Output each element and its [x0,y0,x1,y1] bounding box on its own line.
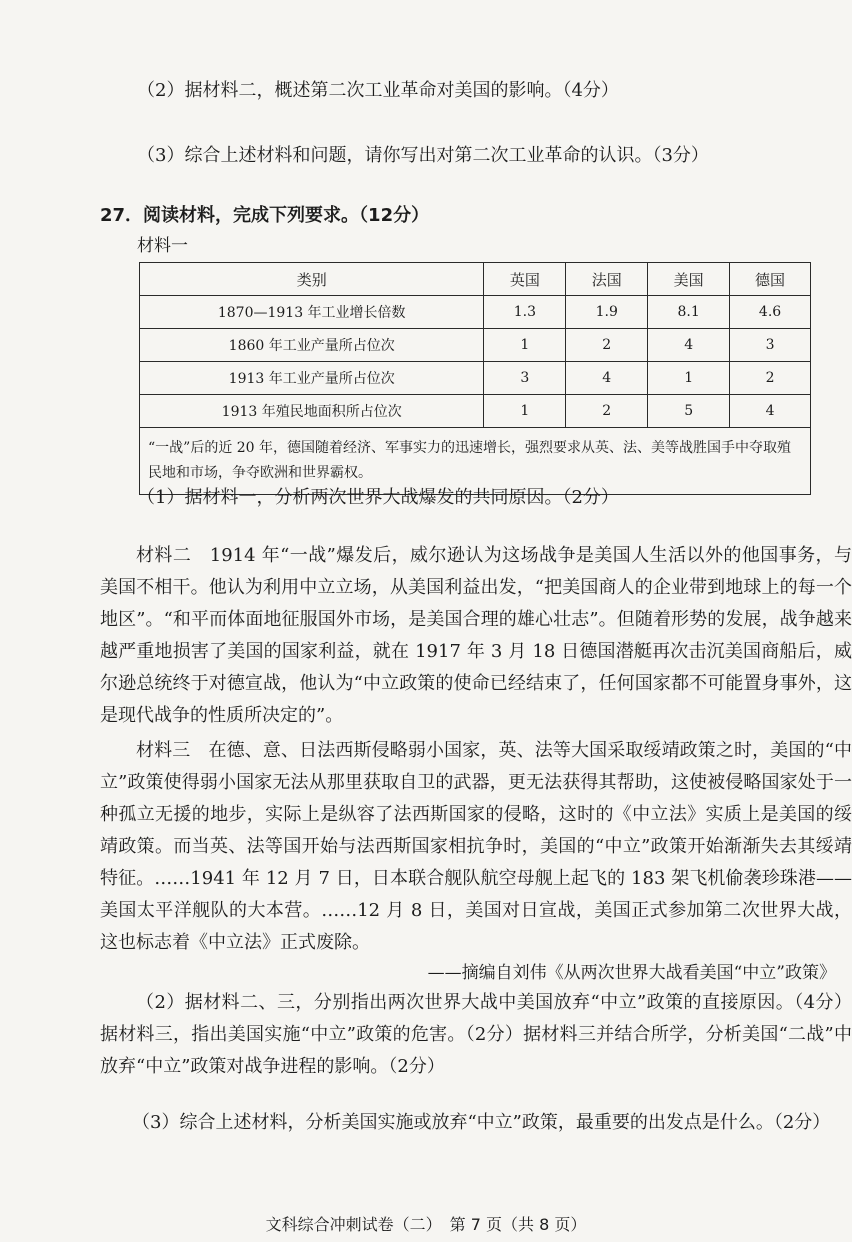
table-header: 英国 [484,263,566,296]
table-cell: 1 [648,362,730,395]
table-cell: 1913 年工业产量所占位次 [140,362,484,395]
table-cell: 1860 年工业产量所占位次 [140,329,484,362]
table-cell: 1913 年殖民地面积所占位次 [140,395,484,428]
table-note-row [140,428,811,495]
table-row [140,362,811,395]
table-cell: 1 [484,329,566,362]
material3-paragraph [100,735,852,959]
sub-question-2: （2）据材料二、三，分别指出两次世界大战中美国放弃“中立”政策的直接原因。（4分）据材料三，指出美国实施“中立”政策的危害。（2分）据材料三并结合所学，分析美国“二战”中放弃“中立”政策对战争进程的影响。（2分） [100,992,852,1077]
sub-question-2-block [100,987,852,1083]
question-27-title: 27．阅读材料，完成下列要求。（12分） [100,205,430,226]
material2-paragraph [100,540,852,732]
table-cell: 2 [566,329,648,362]
table-header: 类别 [140,263,484,296]
table-row [140,296,811,329]
material1-table [139,262,811,495]
table-cell: 2 [566,395,648,428]
table-cell: 5 [648,395,730,428]
material2-text: 材料二 1914 年“一战”爆发后，威尔逊认为这场战争是美国人生活以外的他国事务，与美国不相干。他认为利用中立立场，从美国利益出发，“把美国商人的企业带到地球上的每一个地区”。“和平而体面地征服国外市场，是美国合理的雄心壮志”。但随着形势的发展，战争越来越严重地损害了美国的国家利益，就在 1917 年 3 月 18 日德国潜艇再次击沉美国商船后，威尔逊总统终于对德宣战，他认为“中立政策的使命已经结束了，任何国家都不可能置身事外，这是现代战争的性质所决定的”。 [100,545,852,726]
question-prev-2: （2）据材料二，概述第二次工业革命对美国的影响。（4分） [137,80,619,101]
table-cell: 3 [484,362,566,395]
sub-question-3: （3）综合上述材料，分析美国实施或放弃“中立”政策，最重要的出发点是什么。（2分） [132,1112,831,1133]
table-header-row [140,263,811,296]
material3-text: 材料三 在德、意、日法西斯侵略弱小国家，英、法等大国采取绥靖政策之时，美国的“中立”政策使得弱小国家无法从那里获取自卫的武器，更无法获得其帮助，这使被侵略国家处于一种孤立无援的地步，实际上是纵容了法西斯国家的侵略，这时的《中立法》实质上是美国的绥靖政策。而当英、法等国开始与法西斯国家相抗争时，美国的“中立”政策开始渐渐失去其绥靖特征。……1941 年 12 月 7 日，日本联合舰队航空母舰上起飞的 183 架飞机偷袭珍珠港——美国太平洋舰队的大本营。……12 月 8 日，美国对日宣战，美国正式参加第二次世界大战，这也标志着《中立法》正式废除。 [100,740,852,953]
sub-question-1: （1）据材料一，分析两次世界大战爆发的共同原因。（2分） [137,487,619,508]
table-cell: 1 [484,395,566,428]
material1-label: 材料一 [137,236,188,256]
table-cell: 4 [730,395,811,428]
page-footer: 文科综合冲刺试卷（二） 第 7 页（共 8 页） [265,1215,587,1234]
table-header: 德国 [730,263,811,296]
table-cell: 1870—1913 年工业增长倍数 [140,296,484,329]
table-note: “一战”后的近 20 年，德国随着经济、军事实力的迅速增长，强烈要求从英、法、美等战胜国手中夺取殖民地和市场，争夺欧洲和世界霸权。 [140,428,811,495]
material-source: ——摘编自刘伟《从两次世界大战看美国“中立”政策》 [427,963,836,983]
table-cell: 1.3 [484,296,566,329]
table-header: 美国 [648,263,730,296]
table-row [140,395,811,428]
table-cell: 3 [730,329,811,362]
table-cell: 2 [730,362,811,395]
table-cell: 1.9 [566,296,648,329]
table-cell: 4 [648,329,730,362]
table-cell: 4 [566,362,648,395]
table-row [140,329,811,362]
table-cell: 8.1 [648,296,730,329]
question-prev-3: （3）综合上述材料和问题，请你写出对第二次工业革命的认识。（3分） [137,145,709,166]
table-header: 法国 [566,263,648,296]
table-cell: 4.6 [730,296,811,329]
